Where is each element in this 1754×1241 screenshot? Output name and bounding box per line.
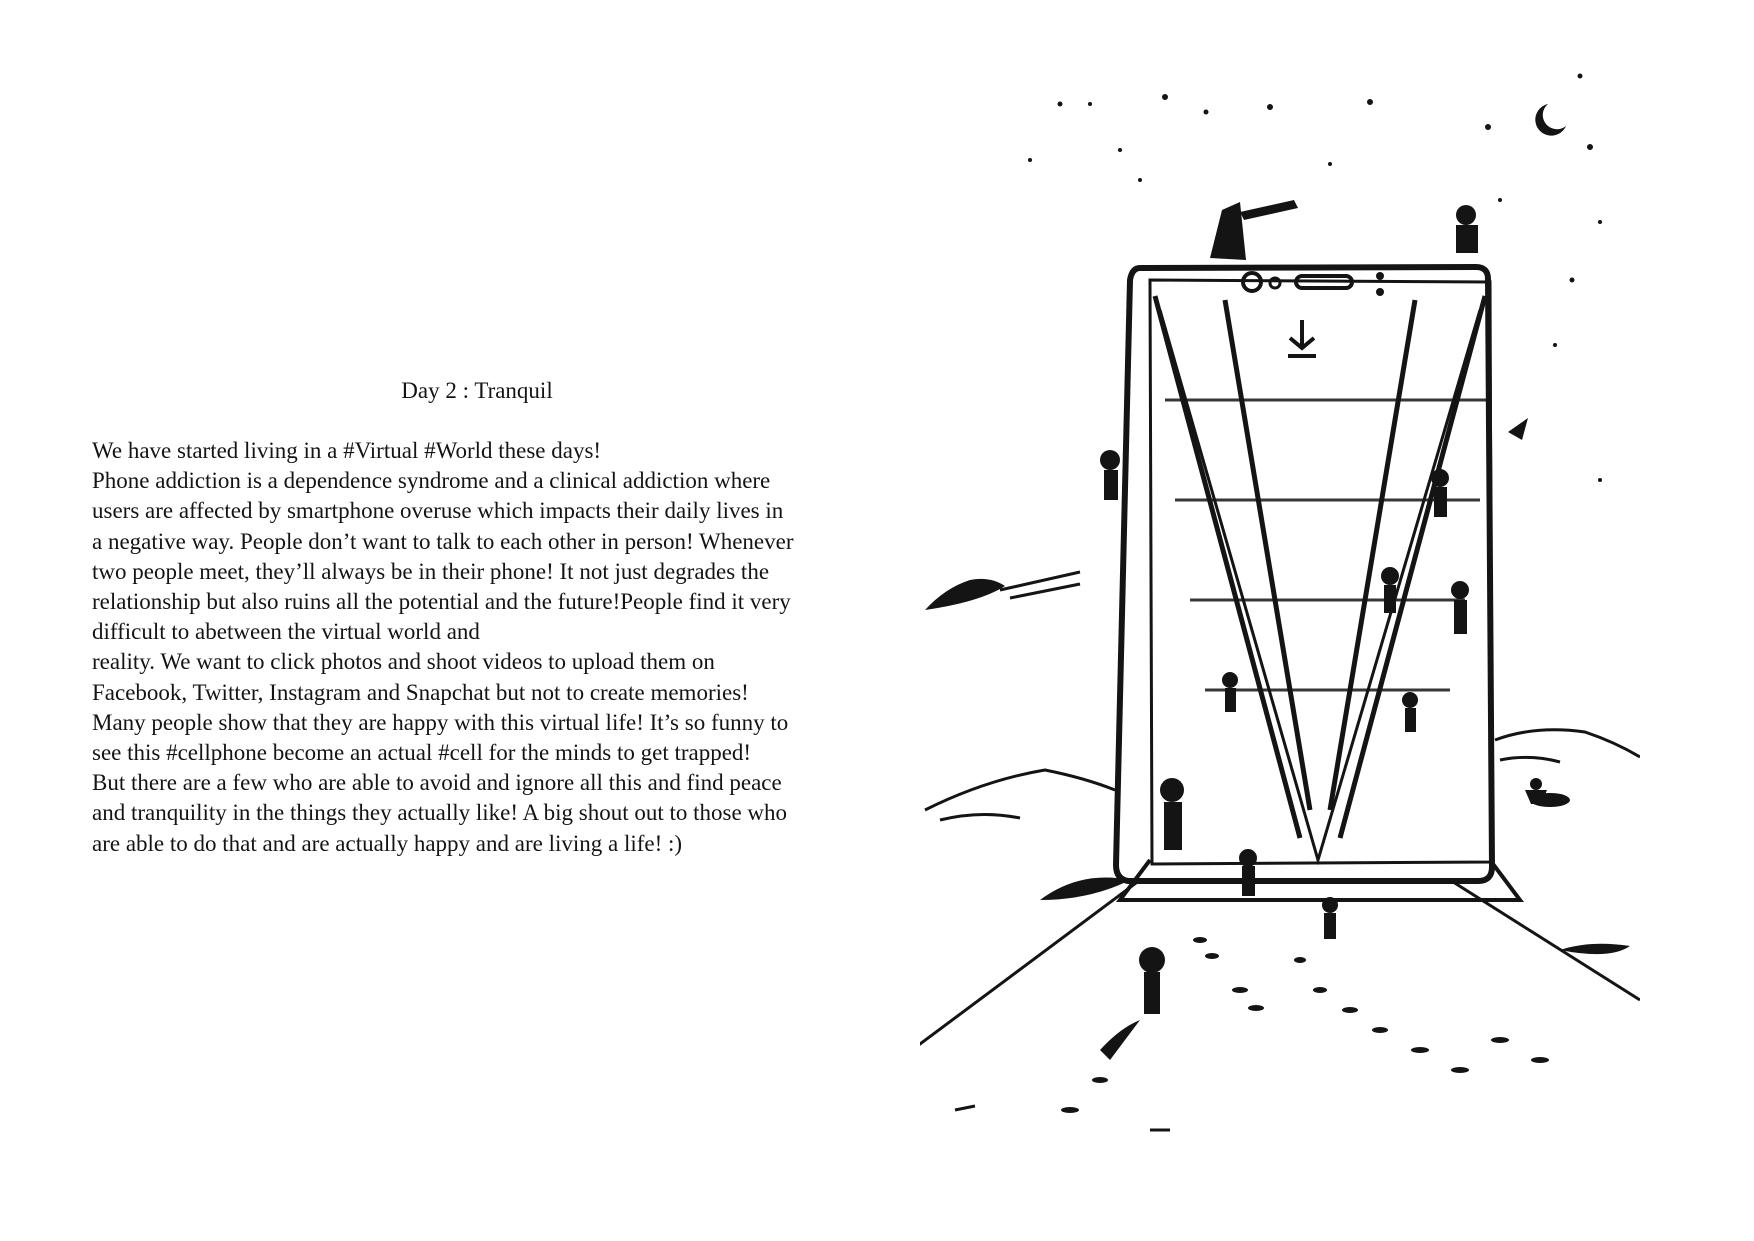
body-line: users are affected by smartphone overuse which impacts their daily lives in xyxy=(92,498,784,524)
body-line: see this #cellphone become an actual #cell for the minds to get trapped! xyxy=(92,740,752,766)
body-line: But there are a few who are able to avoid and ignore all this and find peace xyxy=(92,770,782,796)
body-line: difficult to abetween the virtual world and xyxy=(92,619,480,645)
body-line: reality. We want to click photos and shoot videos to upload them on xyxy=(92,649,715,675)
body-line: relationship but also ruins all the potential and the future!People find it very xyxy=(92,589,791,615)
rocket-icon xyxy=(1508,418,1528,440)
page-title: Day 2 : Tranquil xyxy=(401,378,553,403)
body-line: are able to do that and are actually happy and are living a life! :) xyxy=(92,830,683,856)
phone-cell-illustration xyxy=(920,60,1640,1160)
body-text xyxy=(92,436,872,859)
body-line: We have started living in a #Virtual #World these days! xyxy=(92,438,602,463)
moon-icon xyxy=(1535,104,1566,136)
body-line: a negative way. People don’t want to talk to each other in person! Whenever xyxy=(92,528,794,554)
body-line: two people meet, they’ll always be in their phone! It not just degrades the xyxy=(92,558,770,584)
body-line: Many people show that they are happy with this virtual life! It’s so funny to xyxy=(92,709,789,735)
body-line: Facebook, Twitter, Instagram and Snapchat but not to create memories! xyxy=(92,679,749,705)
spaceship-icon xyxy=(925,572,1080,610)
ground xyxy=(920,730,1640,1130)
body-line: Phone addiction is a dependence syndrome and a clinical addiction where xyxy=(92,468,771,494)
body-line: and tranquility in the things they actually like! A big shout out to those who xyxy=(92,800,788,826)
